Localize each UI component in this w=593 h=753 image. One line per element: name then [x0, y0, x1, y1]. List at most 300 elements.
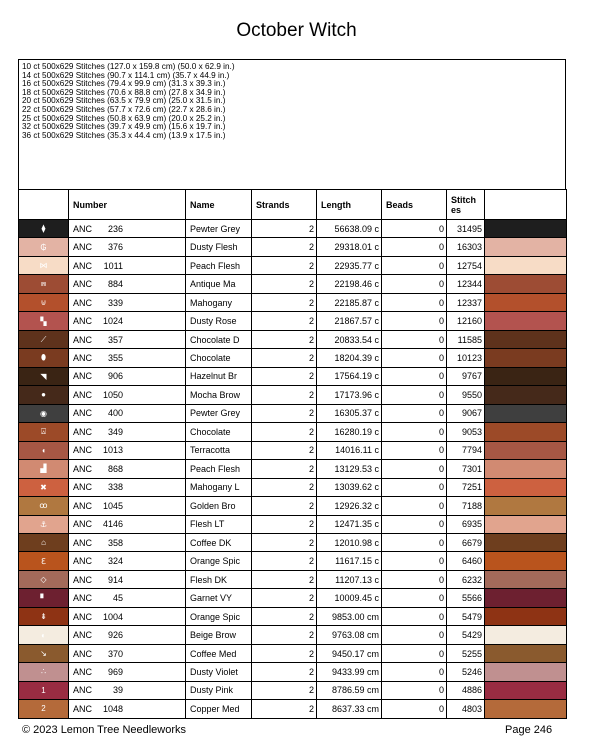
size-line: 18 ct 500x629 Stitches (70.6 x 88.8 cm) (27.8 x 34.9 in.): [22, 87, 226, 97]
stitches-cell: 9550: [447, 386, 485, 404]
thread-brand: ANC: [73, 463, 93, 474]
stitches-cell: 12337: [447, 293, 485, 311]
size-line: 32 ct 500x629 Stitches (39.7 x 49.9 cm) (15.6 x 19.7 in.): [22, 122, 226, 132]
strands-cell: 2: [252, 589, 317, 607]
strands-cell: 2: [252, 515, 317, 533]
table-row: [19, 644, 567, 662]
stitch-symbol-icon: ⇟: [40, 612, 47, 622]
stitches-cell: 9067: [447, 404, 485, 422]
strands-cell: 2: [252, 275, 317, 293]
beads-cell: 0: [382, 220, 447, 238]
table-row: [19, 700, 567, 718]
symbol-swatch: [19, 681, 69, 699]
length-cell: 29318.01 c: [317, 238, 382, 256]
thread-number-cell: [69, 570, 186, 588]
thread-brand: ANC: [73, 426, 93, 437]
symbol-swatch: [19, 349, 69, 367]
length-cell: 18204.39 c: [317, 349, 382, 367]
stitches-cell: 10123: [447, 349, 485, 367]
color-swatch: [485, 423, 567, 441]
strands-cell: 2: [252, 441, 317, 459]
table-row: [19, 423, 567, 441]
thread-name: Antique Ma: [186, 275, 252, 293]
beads-cell: 0: [382, 460, 447, 478]
beads-cell: 0: [382, 552, 447, 570]
thread-number-cell: [69, 589, 186, 607]
thread-number-cell: [69, 293, 186, 311]
thread-name: Chocolate D: [186, 330, 252, 348]
length-cell: 8786.59 cm: [317, 681, 382, 699]
color-swatch: [485, 256, 567, 274]
strands-cell: 2: [252, 681, 317, 699]
beads-cell: 0: [382, 441, 447, 459]
stitch-symbol-icon: ⬮: [40, 353, 47, 363]
beads-cell: 0: [382, 626, 447, 644]
length-cell: 12471.35 c: [317, 515, 382, 533]
beads-cell: 0: [382, 256, 447, 274]
header-stitches: Stitch es: [447, 190, 485, 220]
stitches-cell: 12344: [447, 275, 485, 293]
thread-brand: ANC: [73, 353, 93, 364]
beads-cell: 0: [382, 663, 447, 681]
color-swatch: [485, 570, 567, 588]
table-row: [19, 386, 567, 404]
color-swatch: [485, 700, 567, 718]
length-cell: 10009.45 c: [317, 589, 382, 607]
symbol-swatch: [19, 570, 69, 588]
strands-cell: 2: [252, 423, 317, 441]
thread-name: Hazelnut Br: [186, 367, 252, 385]
color-swatch: [485, 663, 567, 681]
length-cell: 9433.99 cm: [317, 663, 382, 681]
stitch-symbol-icon: ▘: [40, 593, 47, 603]
stitch-symbol-icon: ◇: [40, 575, 47, 585]
stitch-symbol-icon: ✖: [40, 482, 47, 492]
stitch-symbol-icon: ℇ: [41, 556, 46, 566]
thread-number-cell: [69, 644, 186, 662]
thread-code: 1048: [102, 703, 123, 714]
length-cell: 22198.46 c: [317, 275, 382, 293]
thread-brand: ANC: [73, 389, 93, 400]
stitch-symbol-icon: ꝏ: [39, 501, 48, 511]
length-cell: 21867.57 c: [317, 312, 382, 330]
beads-cell: 0: [382, 497, 447, 515]
stitch-symbol-icon: ⌂: [41, 538, 46, 548]
thread-code: 969: [107, 666, 123, 677]
table-row: [19, 589, 567, 607]
thread-brand: ANC: [73, 482, 93, 493]
strands-cell: 2: [252, 497, 317, 515]
thread-number-cell: [69, 460, 186, 478]
table-row: [19, 330, 567, 348]
stitch-symbol-icon: ⚓: [39, 519, 48, 529]
page-number: Page 246: [505, 724, 553, 736]
thread-name: Coffee Med: [186, 644, 252, 662]
beads-cell: 0: [382, 589, 447, 607]
thread-number-cell: [69, 552, 186, 570]
size-line: 16 ct 500x629 Stitches (79.4 x 99.9 cm) (31.3 x 39.3 in.): [22, 79, 226, 89]
symbol-swatch: [19, 423, 69, 441]
thread-brand: ANC: [73, 279, 93, 290]
symbol-swatch: [19, 533, 69, 551]
beads-cell: 0: [382, 330, 447, 348]
strands-cell: 2: [252, 626, 317, 644]
stitch-symbol-icon: ⧫: [41, 224, 46, 234]
thread-name: Peach Flesh: [186, 460, 252, 478]
stitches-cell: 6232: [447, 570, 485, 588]
thread-brand: ANC: [73, 574, 93, 585]
strands-cell: 2: [252, 478, 317, 496]
strands-cell: 2: [252, 330, 317, 348]
thread-code: 914: [107, 574, 123, 585]
stitches-cell: 9767: [447, 367, 485, 385]
thread-brand: ANC: [73, 537, 93, 548]
color-swatch: [485, 607, 567, 625]
length-cell: 9853.00 cm: [317, 607, 382, 625]
color-swatch: [485, 367, 567, 385]
table-row: [19, 312, 567, 330]
size-line: 14 ct 500x629 Stitches (90.7 x 114.1 cm) (35.7 x 44.9 in.): [22, 70, 230, 80]
table-row: [19, 220, 567, 238]
symbol-swatch: [19, 607, 69, 625]
thread-code: 884: [107, 279, 123, 290]
length-cell: 8637.33 cm: [317, 700, 382, 718]
thread-code: 868: [107, 463, 123, 474]
table-row: [19, 497, 567, 515]
stitches-cell: 5255: [447, 644, 485, 662]
thread-code: 349: [107, 426, 123, 437]
table-row: [19, 570, 567, 588]
symbol-swatch: [19, 293, 69, 311]
color-swatch: [485, 330, 567, 348]
thread-code: 339: [107, 297, 123, 308]
thread-name: Coffee DK: [186, 533, 252, 551]
thread-brand: ANC: [73, 334, 93, 345]
symbol-swatch: [19, 275, 69, 293]
strands-cell: 2: [252, 386, 317, 404]
table-row: [19, 367, 567, 385]
thread-number-cell: [69, 423, 186, 441]
symbol-swatch: [19, 700, 69, 718]
table-header-row: [19, 190, 567, 220]
length-cell: 12010.98 c: [317, 533, 382, 551]
beads-cell: 0: [382, 570, 447, 588]
thread-name: Copper Med: [186, 700, 252, 718]
stitch-symbol-icon: 1: [41, 685, 46, 695]
thread-number-cell: [69, 404, 186, 422]
thread-brand: ANC: [73, 242, 93, 253]
stitches-cell: 9053: [447, 423, 485, 441]
size-line: 36 ct 500x629 Stitches (35.3 x 44.4 cm) (13.9 x 17.5 in.): [22, 130, 226, 140]
color-swatch: [485, 589, 567, 607]
strands-cell: 2: [252, 238, 317, 256]
thread-number-cell: [69, 275, 186, 293]
thread-code: 39: [112, 685, 123, 696]
thread-name: Orange Spic: [186, 552, 252, 570]
color-swatch: [485, 238, 567, 256]
strands-cell: 2: [252, 312, 317, 330]
length-cell: 17564.19 c: [317, 367, 382, 385]
table-row: [19, 478, 567, 496]
thread-number-cell: [69, 497, 186, 515]
strands-cell: 2: [252, 367, 317, 385]
color-swatch: [485, 275, 567, 293]
length-cell: 9450.17 cm: [317, 644, 382, 662]
thread-name: Flesh LT: [186, 515, 252, 533]
color-swatch: [485, 644, 567, 662]
stitch-symbol-icon: ₲: [40, 242, 47, 252]
stitch-symbol-icon: ⍓: [41, 426, 46, 436]
thread-code: 1013: [102, 445, 123, 456]
symbol-swatch: [19, 312, 69, 330]
thread-brand: ANC: [73, 260, 93, 271]
beads-cell: 0: [382, 386, 447, 404]
strands-cell: 2: [252, 349, 317, 367]
thread-brand: ANC: [73, 223, 93, 234]
length-cell: 9763.08 cm: [317, 626, 382, 644]
thread-code: 236: [107, 223, 123, 234]
color-swatch: [485, 293, 567, 311]
thread-name: Pewter Grey: [186, 220, 252, 238]
strands-cell: 2: [252, 293, 317, 311]
beads-cell: 0: [382, 644, 447, 662]
beads-cell: 0: [382, 700, 447, 718]
stitch-symbol-icon: ▟: [40, 464, 47, 474]
length-cell: 14016.11 c: [317, 441, 382, 459]
thread-code: 324: [107, 556, 123, 567]
strands-cell: 2: [252, 404, 317, 422]
thread-brand: ANC: [73, 519, 93, 530]
symbol-swatch: [19, 626, 69, 644]
thread-brand: ANC: [73, 408, 93, 419]
thread-brand: ANC: [73, 611, 93, 622]
stitch-symbol-icon: ▚: [40, 316, 47, 326]
color-swatch: [485, 552, 567, 570]
thread-brand: ANC: [73, 371, 93, 382]
thread-code: 338: [107, 482, 123, 493]
thread-number-cell: [69, 681, 186, 699]
thread-brand: ANC: [73, 648, 93, 659]
table-row: [19, 238, 567, 256]
symbol-swatch: [19, 256, 69, 274]
header-number: Number: [69, 190, 186, 220]
strands-cell: 2: [252, 607, 317, 625]
color-swatch: [485, 404, 567, 422]
header-name: Name: [186, 190, 252, 220]
header-strands: Strands: [252, 190, 317, 220]
length-cell: 13039.62 c: [317, 478, 382, 496]
table-row: [19, 256, 567, 274]
thread-number-cell: [69, 330, 186, 348]
symbol-swatch: [19, 552, 69, 570]
length-cell: 11617.15 c: [317, 552, 382, 570]
thread-brand: ANC: [73, 593, 93, 604]
table-row: [19, 626, 567, 644]
stitches-cell: 7794: [447, 441, 485, 459]
stitches-cell: 6935: [447, 515, 485, 533]
stitches-cell: 7301: [447, 460, 485, 478]
stitches-cell: 5566: [447, 589, 485, 607]
header-beads: Beads: [382, 190, 447, 220]
thread-number-cell: [69, 349, 186, 367]
strands-cell: 2: [252, 663, 317, 681]
size-line: 20 ct 500x629 Stitches (63.5 x 79.9 cm) (25.0 x 31.5 in.): [22, 96, 226, 106]
stitch-symbol-icon: ●: [41, 390, 46, 400]
thread-code: 1050: [102, 389, 123, 400]
thread-brand: ANC: [73, 630, 93, 641]
thread-number-cell: [69, 663, 186, 681]
table-row: [19, 404, 567, 422]
table-row: [19, 533, 567, 551]
thread-brand: ANC: [73, 685, 93, 696]
beads-cell: 0: [382, 515, 447, 533]
strands-cell: 2: [252, 552, 317, 570]
length-cell: 22185.87 c: [317, 293, 382, 311]
thread-brand: ANC: [73, 316, 93, 327]
color-swatch: [485, 626, 567, 644]
stitch-symbol-icon: ⟋: [40, 334, 47, 344]
thread-name: Garnet VY: [186, 589, 252, 607]
length-cell: 22935.77 c: [317, 256, 382, 274]
symbol-swatch: [19, 515, 69, 533]
symbol-swatch: [19, 220, 69, 238]
beads-cell: 0: [382, 423, 447, 441]
symbol-swatch: [19, 478, 69, 496]
stitch-symbol-icon: ↘: [40, 649, 47, 659]
thread-brand: ANC: [73, 666, 93, 677]
table-row: [19, 552, 567, 570]
thread-name: Flesh DK: [186, 570, 252, 588]
thread-code: 45: [112, 593, 123, 604]
table-row: [19, 460, 567, 478]
strands-cell: 2: [252, 460, 317, 478]
thread-table: [18, 189, 567, 719]
thread-name: Dusty Flesh: [186, 238, 252, 256]
table-row: [19, 515, 567, 533]
thread-code: 355: [107, 353, 123, 364]
thread-code: 4146: [102, 519, 123, 530]
color-swatch: [485, 460, 567, 478]
size-line: 10 ct 500x629 Stitches (127.0 x 159.8 cm) (50.0 x 62.9 in.): [22, 62, 235, 71]
thread-name: Mahogany L: [186, 478, 252, 496]
thread-name: Beige Brow: [186, 626, 252, 644]
thread-number-cell: [69, 533, 186, 551]
thread-brand: ANC: [73, 500, 93, 511]
symbol-swatch: [19, 663, 69, 681]
thread-code: 376: [107, 242, 123, 253]
color-swatch: [485, 349, 567, 367]
table-row: [19, 441, 567, 459]
thread-number-cell: [69, 515, 186, 533]
beads-cell: 0: [382, 533, 447, 551]
stitches-cell: 11585: [447, 330, 485, 348]
stitches-cell: 7251: [447, 478, 485, 496]
thread-name: Dusty Rose: [186, 312, 252, 330]
stitch-symbol-icon: ⊍: [40, 298, 47, 308]
thread-number-cell: [69, 312, 186, 330]
beads-cell: 0: [382, 607, 447, 625]
strands-cell: 2: [252, 220, 317, 238]
size-chart-box: [18, 59, 566, 189]
table-row: [19, 607, 567, 625]
color-swatch: [485, 386, 567, 404]
strands-cell: 2: [252, 644, 317, 662]
stitches-cell: 6460: [447, 552, 485, 570]
thread-name: Chocolate: [186, 349, 252, 367]
stitches-cell: 7188: [447, 497, 485, 515]
length-cell: 17173.96 c: [317, 386, 382, 404]
stitch-symbol-icon: 2: [41, 704, 46, 714]
strands-cell: 2: [252, 700, 317, 718]
stitch-symbol-icon: ◖: [41, 445, 46, 455]
symbol-swatch: [19, 404, 69, 422]
thread-code: 400: [107, 408, 123, 419]
length-cell: 12926.32 c: [317, 497, 382, 515]
stitches-cell: 5429: [447, 626, 485, 644]
thread-number-cell: [69, 607, 186, 625]
stitch-symbol-icon: ◉: [40, 408, 47, 418]
thread-brand: ANC: [73, 556, 93, 567]
symbol-swatch: [19, 238, 69, 256]
beads-cell: 0: [382, 367, 447, 385]
stitch-symbol-icon: ◥: [40, 371, 47, 381]
symbol-swatch: [19, 367, 69, 385]
thread-code: 370: [107, 648, 123, 659]
beads-cell: 0: [382, 404, 447, 422]
symbol-swatch: [19, 589, 69, 607]
stitches-cell: 12160: [447, 312, 485, 330]
thread-number-cell: [69, 441, 186, 459]
thread-number-cell: [69, 626, 186, 644]
thread-code: 906: [107, 371, 123, 382]
stitches-cell: 31495: [447, 220, 485, 238]
thread-name: Mahogany: [186, 293, 252, 311]
length-cell: 11207.13 c: [317, 570, 382, 588]
thread-number-cell: [69, 220, 186, 238]
length-cell: 13129.53 c: [317, 460, 382, 478]
thread-brand: ANC: [73, 445, 93, 456]
thread-brand: ANC: [73, 297, 93, 308]
thread-code: 1004: [102, 611, 123, 622]
thread-name: Orange Spic: [186, 607, 252, 625]
thread-number-cell: [69, 238, 186, 256]
thread-name: Dusty Pink: [186, 681, 252, 699]
symbol-swatch: [19, 460, 69, 478]
symbol-swatch: [19, 644, 69, 662]
stitches-cell: 5479: [447, 607, 485, 625]
beads-cell: 0: [382, 312, 447, 330]
header-length: Length: [317, 190, 382, 220]
thread-number-cell: [69, 367, 186, 385]
header-color: [485, 190, 567, 220]
stitches-cell: 6679: [447, 533, 485, 551]
symbol-swatch: [19, 497, 69, 515]
color-swatch: [485, 497, 567, 515]
color-swatch: [485, 533, 567, 551]
color-swatch: [485, 515, 567, 533]
strands-cell: 2: [252, 570, 317, 588]
stitch-symbol-icon: ⩎: [41, 279, 46, 289]
thread-code: 1024: [102, 316, 123, 327]
stitches-cell: 16303: [447, 238, 485, 256]
table-row: [19, 275, 567, 293]
thread-name: Chocolate: [186, 423, 252, 441]
color-swatch: [485, 478, 567, 496]
header-symbol: [19, 190, 69, 220]
stitches-cell: 12754: [447, 256, 485, 274]
thread-number-cell: [69, 256, 186, 274]
thread-code: 358: [107, 537, 123, 548]
